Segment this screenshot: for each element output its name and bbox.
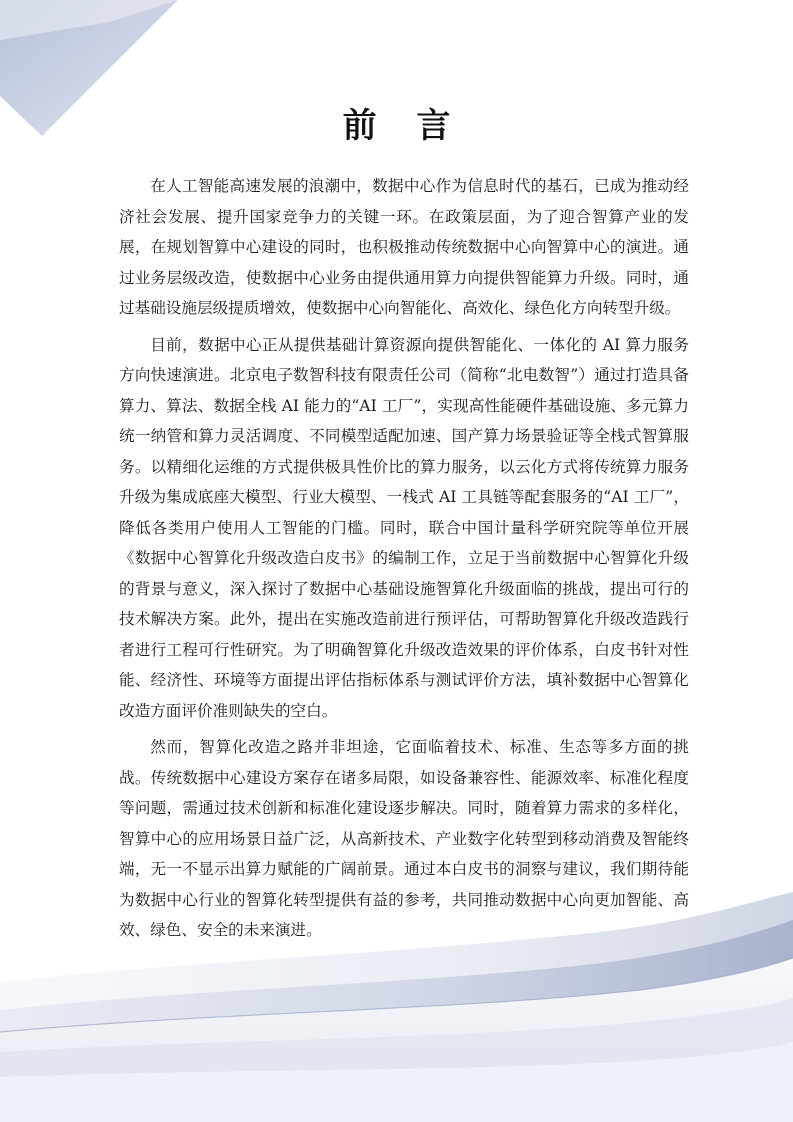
page-title: 前 言	[342, 106, 465, 146]
paragraph-1: 在人工智能高速发展的浪潮中，数据中心作为信息时代的基石，已成为推动经济社会发展、提升国家竞争力的关键一环。在政策层面，为了迎合智算产业的发展，在规划智算中心建设的同时，也积极推动传统数据中心向智算中心的演进。通过业务层级改造，使数据中心业务由提供通用算力向提供智能算力升级。同时，通过基础设施层级提质增效，使数据中心向智能化、高效化、绿色化方向转型升级。	[119, 177, 689, 317]
paragraph-3: 然而，智算化改造之路并非坦途，它面临着技术、标准、生态等多方面的挑战。传统数据中心建设方案存在诸多局限，如设备兼容性、能源效率、标准化程度等问题，需通过技术创新和标准化建设逐步解决。同时，随着算力需求的多样化，智算中心的应用场景日益广泛，从高新技术、产业数字化转型到移动消费及智能终端，无一不显示出算力赋能的广阔前景。通过本白皮书的洞察与建议，我们期待能为数据中心行业的智算化转型提供有益的参考，共同推动数据中心向更加智能、高效、绿色、安全的未来演进。	[119, 738, 689, 939]
body-text	[119, 171, 689, 952]
bottom-wave-decoration	[0, 892, 793, 1122]
paragraph-2: 目前，数据中心正从提供基础计算资源向提供智能化、一体化的 AI 算力服务方向快速演进。北京电子数智科技有限责任公司（简称“北电数智”）通过打造具备算力、算法、数据全栈 AI 能力的“AI 工厂”，实现高性能硬件基础设施、多元算力统一纳管和算力灵活调度、不同模型适配加速、国产算力场景验证等全栈式智算服务。以精细化运维的方式提供极具性价比的算力服务，以云化方式将传统算力服务升级为集成底座大模型、行业大模型、一栈式 AI 工具链等配套服务的“AI 工厂”，降低各类用户使用人工智能的门槛。同时，联合中国计量科学研究院等单位开展《数据中心智算化升级改造白皮书》的编制工作，立足于当前数据中心智算化升级的背景与意义，深入探讨了数据中心基础设施智算化升级面临的挑战，提出可行的技术解决方案。此外，提出在实施改造前进行预评估，可帮助智算化升级改造践行者进行工程可行性研究。为了明确智算化升级改造效果的评价体系，白皮书针对性能、经济性、环境等方面提出评估指标体系与测试评价方法，填补数据中心智算化改造方面评价准则缺失的空白。	[119, 335, 689, 720]
